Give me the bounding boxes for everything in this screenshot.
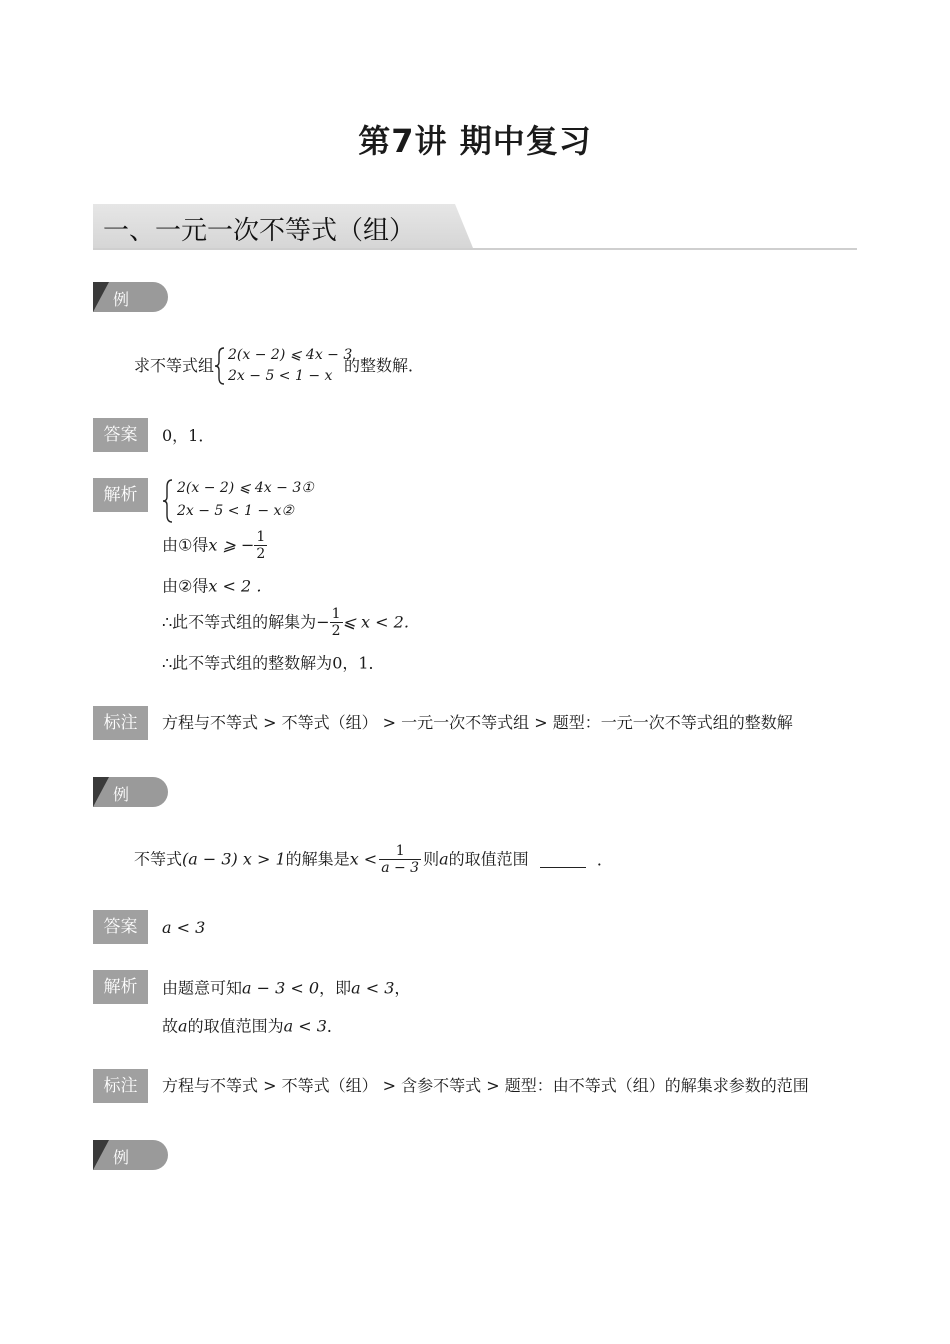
analysis-system <box>162 478 322 524</box>
analysis-inequality-1: 2(x − 2) ⩽ 4x − 3① <box>177 480 314 496</box>
example-1-label: 例题1 <box>113 290 130 352</box>
example-1-answer: 0，1． <box>162 426 215 445</box>
example-2-label: 例题2 <box>113 785 130 847</box>
step-text: ∴此不等式组的解集为 <box>162 612 317 632</box>
inequality-2: 2x − 5 < 1 − x <box>228 368 333 384</box>
answer-tag: 答案 <box>93 910 148 944</box>
step-math: x ⩾ − <box>208 535 255 555</box>
inequality-system <box>214 346 353 386</box>
question-suffix: 的整数解． <box>344 356 425 375</box>
example-tab-corner <box>93 1140 109 1170</box>
section-title: 一、一元一次不等式（组） <box>103 216 416 246</box>
left-brace-icon <box>162 478 174 524</box>
example-2-question <box>134 843 613 876</box>
fraction-denominator: a − 3 <box>381 860 420 876</box>
analysis-line-1 <box>162 976 410 1001</box>
note-tag: 标注 <box>93 706 148 740</box>
step-text: 由题意可知 <box>162 978 243 998</box>
question-math: (a − 3) x > 1 <box>182 849 286 869</box>
analysis-inequality-2: 2x − 5 < 1 − x② <box>177 503 294 519</box>
step-math: x < 2 ． <box>208 576 273 596</box>
question-end: ． <box>596 849 613 869</box>
step-math: a <box>178 1016 188 1036</box>
step-text: ． <box>326 1016 343 1036</box>
page-title: 第7讲 期中复习 <box>358 122 592 160</box>
analysis-tag: 解析 <box>93 970 148 1004</box>
fraction-numerator: 1 <box>256 529 266 545</box>
step-math: a < 3 <box>283 1016 327 1036</box>
fraction <box>379 843 421 876</box>
example-tab-corner <box>93 777 109 807</box>
analysis-step-3 <box>162 606 420 639</box>
step-math: a − 3 < 0 <box>242 978 320 998</box>
fraction-denominator: 2 <box>331 623 341 639</box>
minus-sign: − <box>316 612 330 632</box>
question-math: x < <box>349 849 378 869</box>
note-tag: 标注 <box>93 1069 148 1103</box>
analysis-step-4 <box>162 651 385 676</box>
step-text: ∴此不等式组的整数解为 <box>162 653 333 673</box>
question-text: 的解集是 <box>285 849 350 869</box>
question-math: a <box>439 849 449 869</box>
section-header <box>93 204 857 250</box>
left-brace-icon <box>214 346 226 386</box>
step-math: a < 3 <box>351 978 395 998</box>
example-2-answer: a < 3 <box>162 918 206 937</box>
fraction <box>330 606 343 639</box>
answer-tag: 答案 <box>93 418 148 452</box>
example-1-question <box>134 346 424 390</box>
example-2-note: 方程与不等式 > 不等式（组） > 含参不等式 > 题型：由不等式（组）的解集求参数的范围 <box>162 1076 809 1095</box>
step-text: ，即 <box>319 978 352 998</box>
inequality-1: 2(x − 2) ⩽ 4x − 3 <box>228 347 353 363</box>
example-tab-corner <box>93 282 109 312</box>
analysis-step-1 <box>162 529 267 562</box>
step-text: 故 <box>162 1016 179 1036</box>
analysis-line-2 <box>162 1014 343 1039</box>
step-text: 的取值范围为 <box>187 1016 284 1036</box>
section-header-rule <box>93 248 857 250</box>
analysis-tag: 解析 <box>93 478 148 512</box>
example-3-label: 例题3 <box>113 1148 130 1210</box>
fraction-numerator: 1 <box>331 606 341 622</box>
fraction-denominator: 2 <box>256 546 266 562</box>
example-1-note: 方程与不等式 > 不等式（组） > 一元一次不等式组 > 题型：一元一次不等式组的整数解 <box>162 713 793 732</box>
question-prefix: 求不等式组 <box>134 356 215 375</box>
question-text: 则 <box>423 849 440 869</box>
step-math: 0，1． <box>332 653 385 673</box>
question-text: 不等式 <box>134 849 183 869</box>
question-text: 的取值范围 <box>448 849 529 869</box>
fraction <box>254 529 267 562</box>
fraction-numerator: 1 <box>379 843 421 860</box>
analysis-step-2 <box>162 574 272 599</box>
step-text: 由②得 <box>162 576 209 596</box>
step-text: 由①得 <box>162 535 209 555</box>
step-text: ， <box>394 978 411 998</box>
step-math: ⩽ x < 2． <box>342 612 420 632</box>
answer-blank <box>540 851 586 868</box>
